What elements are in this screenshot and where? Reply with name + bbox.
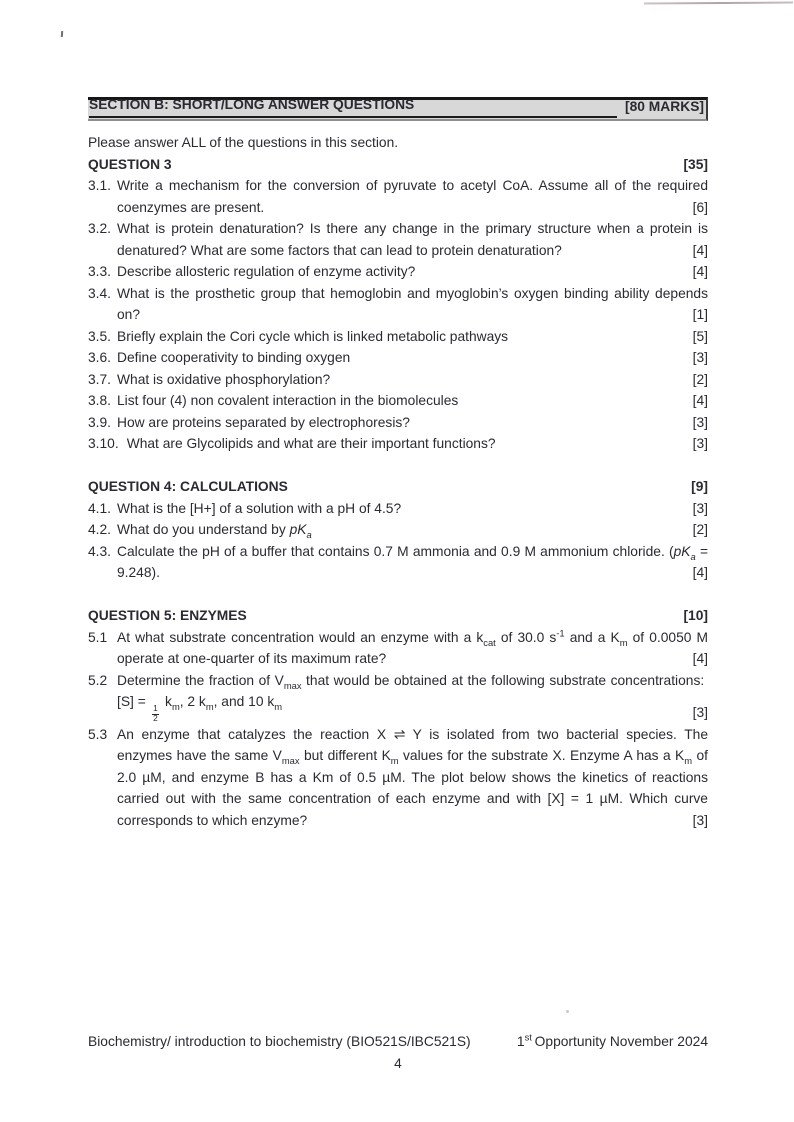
question-item-4-2 [88, 519, 708, 541]
item-marks: [5] [692, 328, 708, 344]
item-number: 3.6. [88, 350, 112, 365]
item-text: What is protein denaturation? Is there any change in the primary structure when a protein is denatured? What are some factors that can lead to protein denaturation? [4] [117, 218, 708, 261]
question-heading-marks: [10] [683, 608, 708, 623]
question-item-5-2 [88, 670, 708, 724]
item-number: 3.3. [88, 264, 112, 279]
item-number: 4.2. [88, 522, 112, 537]
item-text: Determine the fraction of $V_{max}$ that would be obtained at the following substrate concentrations: [S] = $\frac{1}{2}$ $k_m$, 2 $k_m$, and 10 $k_m$ [3] [117, 672, 709, 724]
item-marks: [4] [692, 264, 708, 279]
question-heading-marks: [9] [691, 479, 708, 494]
scan-artifact-speck [566, 1010, 569, 1013]
item-text: What are Glycolipids and what are their important functions? [3] [119, 433, 708, 455]
item-marks: [3] [692, 350, 708, 365]
item-number: 3.10. [88, 436, 119, 451]
page-number: 4 [394, 1056, 402, 1071]
item-text: Calculate the pH of a buffer that contains 0.7 M ammonia and 0.9 M ammonium chloride. $(pK_a = 9.248)$. [4] [117, 541, 708, 584]
item-marks: [3] [692, 812, 708, 828]
item-marks: [3] [692, 705, 708, 721]
item-number: 3.8. [88, 393, 112, 408]
item-marks: [4] [692, 242, 708, 258]
item-marks: [4] [692, 393, 708, 408]
question-4-heading [88, 476, 708, 498]
question-item-5-3 [88, 724, 708, 832]
question-item-4-1 [88, 498, 708, 520]
item-text: An enzyme that catalyzes the reaction X ⇌ Y is isolated from two bacterial species. The enzymes have the same $V_{max}$ but different $K_m$ values for the substrate X. Enzyme A has a $K_m$ of 2.0 µM, and enzyme B has a Km of 0.5 µM. The plot below shows the kinetics of reactions carried out with the same concentration of each enzyme and with [X] = 1 µM. Which curve corresponds to which enzyme? [3] [117, 724, 708, 832]
item-marks: [1] [692, 307, 708, 322]
question-heading-label: QUESTION 3 [88, 156, 172, 172]
item-text: Briefly explain the Cori cycle which is linked metabolic pathways [5] [117, 326, 708, 348]
item-number: 4.3. [88, 543, 112, 559]
item-marks: [4] [692, 651, 708, 666]
item-text: What is the prosthetic group that hemoglobin and myoglobin’s oxygen binding ability depends on? [1] [117, 283, 708, 326]
item-marks: [2] [692, 522, 708, 537]
footer-course: Biochemistry/ introduction to biochemistry (BIO521S/IBC521S) [88, 1034, 471, 1049]
item-text: What is the [H+] of a solution with a pH of 4.5? [3] [117, 498, 708, 520]
item-text: Define cooperativity to binding oxygen [3] [117, 347, 708, 369]
question-3-heading [88, 154, 708, 176]
question-item-3-1 [88, 175, 708, 218]
item-text: At what substrate concentration would an enzyme with a $k_{cat}$ of 30.0 $s^{-1}$ and a $K_m$ of 0.0050 M operate at one-quarter of its maximum rate? [4] [117, 627, 708, 670]
question-item-3-2 [88, 218, 708, 261]
item-marks: [3] [692, 414, 708, 430]
item-marks: [3] [692, 500, 708, 516]
item-marks: [4] [692, 565, 708, 580]
item-marks: [6] [692, 199, 708, 215]
item-text: What do you understand by $pK_a$ [2] [117, 519, 708, 541]
question-item-3-7 [88, 369, 708, 391]
item-number: 3.4. [88, 285, 112, 301]
question-item-3-10 [88, 433, 708, 455]
item-number: 5.2 [88, 672, 108, 688]
item-number: 3.7. [88, 371, 112, 387]
item-number: 5.3 [88, 726, 108, 742]
question-item-4-3 [88, 541, 708, 584]
intro-text: Please answer ALL of the questions in this section. [88, 135, 399, 150]
question-heading-label: QUESTION 4: CALCULATIONS [88, 479, 288, 494]
item-marks: [3] [692, 436, 708, 451]
question-item-3-6 [88, 347, 708, 369]
item-text: How are proteins separated by electrophoresis? [3] [117, 412, 708, 434]
item-number: 3.2. [88, 221, 112, 236]
page-footer [88, 1031, 708, 1075]
item-text: Describe allosteric regulation of enzyme activity? [4] [117, 261, 708, 283]
item-number: 3.1. [88, 178, 112, 193]
question-item-3-3 [88, 261, 708, 283]
scan-artifact-line [644, 2, 793, 5]
question-item-3-5 [88, 326, 708, 348]
item-text: What is oxidative phosphorylation? [2] [117, 369, 708, 391]
question-heading-marks: [35] [683, 156, 708, 172]
item-number: 3.5. [88, 328, 112, 344]
item-text: List four (4) non covalent interaction in the biomolecules [4] [117, 390, 708, 412]
question-item-5-1 [88, 627, 708, 670]
item-marks: [2] [692, 371, 708, 387]
question-item-3-9 [88, 412, 708, 434]
question-item-3-8 [88, 390, 708, 412]
question-heading-label: QUESTION 5: ENZYMES [88, 608, 247, 623]
section-title: SECTION B: SHORT/LONG ANSWER QUESTIONS [89, 94, 617, 119]
item-text: Write a mechanism for the conversion of pyruvate to acetyl CoA. Assume all of the required coenzymes are present. [6] [117, 175, 708, 218]
question-item-3-4 [88, 283, 708, 326]
section-header-bar [88, 97, 708, 121]
item-number: 5.1 [88, 629, 108, 645]
question-5-heading [88, 605, 708, 627]
footer-session: 1st Opportunity November 2024 [516, 1032, 708, 1049]
section-marks: [80 MARKS] [625, 98, 704, 114]
scan-artifact-speck [61, 31, 63, 37]
item-number: 3.9. [88, 414, 112, 430]
page-content [88, 97, 708, 831]
item-number: 4.1. [88, 500, 112, 516]
